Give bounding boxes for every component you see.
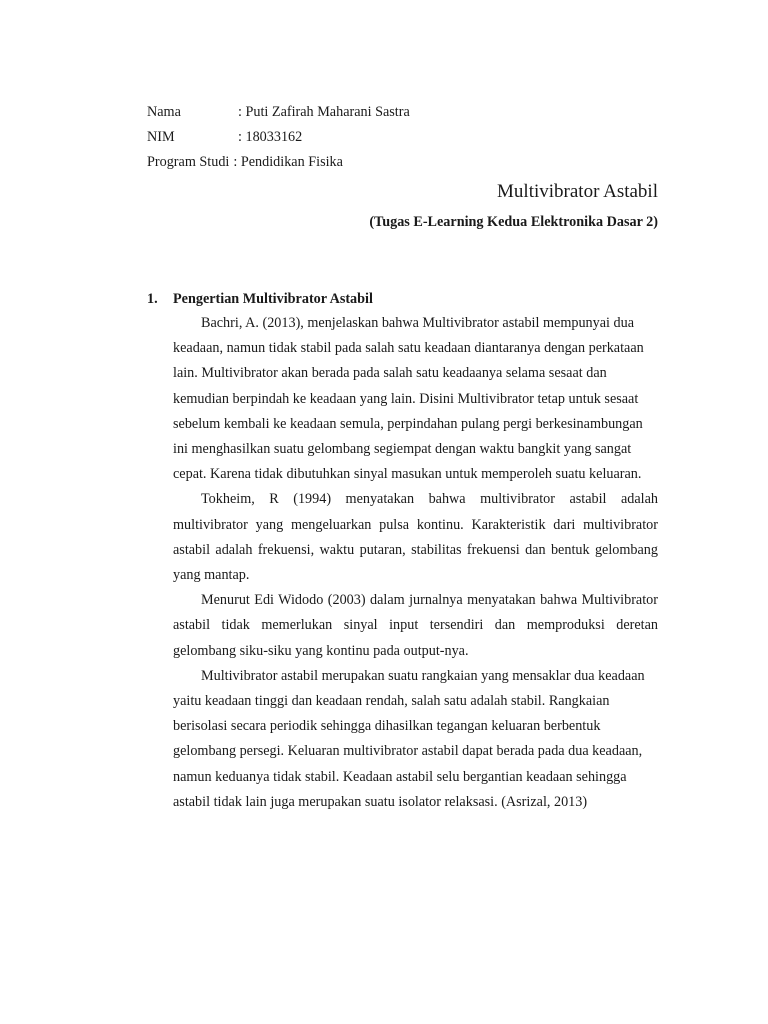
paragraph: Multivibrator astabil merupakan suatu rangkaian yang mensaklar dua keadaan yaitu keadaan tinggi dan keadaan rendah, salah satu adalah stabil. Rangkaian berisolasi secara periodik sehingga dihasilkan tegangan keluaran berbentuk gelombang persegi. Keluaran multivibrator astabil dapat berada pada dua keadaan, namun keduanya tidak stabil. Keadaan astabil selu bergantian keadaan sehingga astabil tidak lain juga merupakan suatu isolator relaksasi. (Asrizal, 2013) — [173, 667, 645, 810]
paragraph: Menurut Edi Widodo (2003) dalam jurnalnya menyatakan bahwa Multivibrator astabil tidak memerlukan sinyal input tersendiri dan memproduksi deretan gelombang siku-siku yang kontinu pada output-nya. — [173, 592, 658, 659]
identity-value: : Pendidikan Fisika — [233, 154, 343, 170]
document-title: Multivibrator Astabil — [497, 181, 658, 202]
section-heading — [147, 289, 373, 309]
section-heading-text: Pengertian Multivibrator Astabil — [173, 291, 373, 307]
identity-label: NIM — [147, 129, 175, 145]
paragraph: Tokheim, R (1994) menyatakan bahwa multivibrator astabil adalah multivibrator yang mengeluarkan pulsa kontinu. Karakteristik dari multivibrator astabil adalah frekuensi, waktu putaran, stabilitas frekuensi dan bentuk gelombang yang mantap. — [173, 491, 658, 584]
identity-label: Program Studi — [147, 154, 230, 170]
section-number: 1. — [147, 291, 158, 307]
identity-value: : 18033162 — [238, 129, 303, 145]
document-subtitle: (Tugas E-Learning Kedua Elektronika Dasar 2) — [369, 214, 658, 230]
identity-label: Nama — [147, 104, 181, 120]
identity-row-name — [147, 102, 410, 122]
identity-value: : Puti Zafirah Maharani Sastra — [238, 104, 410, 120]
identity-row-program-studi — [147, 152, 343, 172]
section-body — [173, 311, 658, 815]
identity-row-nim — [147, 127, 302, 147]
paragraph: Bachri, A. (2013), menjelaskan bahwa Multivibrator astabil mempunyai dua keadaan, namun tidak stabil pada salah satu keadaan diantaranya dengan perkataan lain. Multivibrator akan berada pada salah satu keadaanya selama sesaat dan kemudian berpindah ke keadaan yang lain. Disini Multivibrator tetap untuk sesaat sebelum kembali ke keadaan semula, perpindahan pulang pergi berkesinambungan ini menghasilkan suatu gelombang segiempat dengan waktu bangkit yang sangat cepat. Karena tidak dibutuhkan sinyal masukan untuk memperoleh suatu keluaran. — [173, 315, 644, 483]
